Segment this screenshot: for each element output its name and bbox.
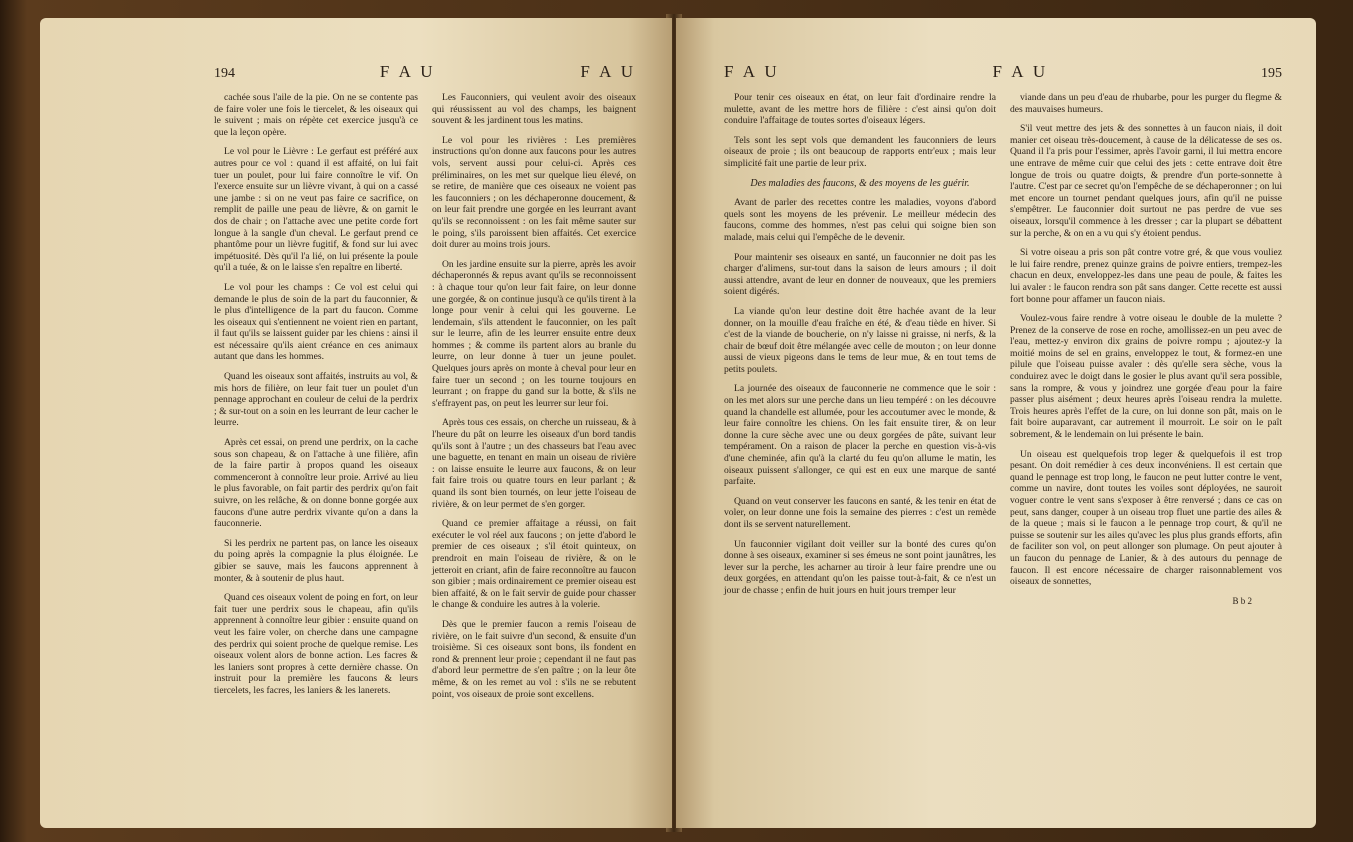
left-column-2 [432, 92, 636, 708]
paragraph: Avant de parler des recettes contre les maladies, voyons d'abord quels sont les moyens de les prévenir. Le meilleur médecin des faucons, comme des hommes, n'est pas celui qui soigne bien son malade, mais celui qui l'empêche de le devenir. [724, 197, 996, 243]
paragraph: Les Fauconniers, qui veulent avoir des oiseaux qui réussissent au vol des champs, les baignent souvent & les jardinent tous les matins. [432, 92, 636, 127]
running-head: F A U [724, 62, 780, 81]
paragraph: Pour maintenir ses oiseaux en santé, un fauconnier ne doit pas les charger d'alimens, sur-tout dans la saison de leurs amours ; il doit aussi attendre, avant de leur en donner de nouveaux, que les premiers soient digérés. [724, 251, 996, 298]
paragraph: Le vol pour le Lièvre : Le gerfaut est préféré aux autres pour ce vol : quand il est affaité, on lui fait tuer un poulet, pour lui faire connoître le vif. On l'exerce ensuite sur un lièvre vivant, à qui on a cassé une jambe : si on ne veut pas faire ce sacrifice, on remplit de paille une peau de lièvre, & on garnit le dos de chair ; on l'attache avec une petite corde fort longue à la sangle d'un cheval. Le gerfaut prend ce phantôme pour un lièvre fugitif, & fond sur lui avec impétuosité. Dès qu'il l'a lié, on lui présente la poule qu'il a tuée, & on le laisse s'en repaître en liberté. [214, 146, 418, 274]
paragraph: Dès que le premier faucon a remis l'oiseau de rivière, on le fait suivre d'un second, & ensuite d'un troisième. Si ces oiseaux sont bons, ils fondent en rond & prennent leur proie ; cependant il ne faut pas d'abord leur permettre de s'en paître ; on la leur ôte même, & on les remet au vol : s'ils ne se rebutent point, vos oiseaux de proie sont excellens. [432, 618, 636, 700]
paragraph: Voulez-vous faire rendre à votre oiseau le double de la mulette ? Prenez de la conserve de rose en roche, amollissez-en un peu avec de l'eau, mettez-y environ dix grains de poivre rompu ; ajoutez-y la moitié moins de sel en grains, enveloppez le tout, & formez-en une pilule que l'oiseau puisse avaler : dès qu'elle sera sèche, vous la conduirez avec le doigt dans le gosier le plus avant qu'il sera possible, sans la rompre, & vous y joindrez une gorgée d'eau pour la faire passer plus aisément ; deux heures après l'oiseau rendra la mulette. Trois heures après l'effet de la cure, on lui donne son pât, mais on le fait boire auparavant, car autrement il mourroit. Le soir on le paît sobrement, & le lendemain on lui présente le bain. [1010, 313, 1282, 441]
paragraph: On les jardine ensuite sur la pierre, après les avoir déchaperonnés & repus avant qu'ils se reconnoissent : à chaque tour qu'on leur fait faire, on leur donne une gorgée, & on continue jusqu'à ce qu'ils tirent à la longe pour venir à celui qui les gouverne. Le lendemain, s'ils attendent le fauconnier, on les paît sur le leurre, afin de les leurrer ensuite entre deux hommes ; & comme ils partent alors au branle du leurre, on leur donne à tuer un jeune poulet. Quelques jours après on monte à cheval pour leur en faire tuer un second ; on les tourne toujours en leurrant ; on frappe du gand sur la botte, & s'ils ne s'effrayent pas, on peut les leurrer sur leur foi. [432, 258, 636, 409]
paragraph: Après cet essai, on prend une perdrix, on la cache sous son chapeau, & on l'attache à une filière, afin de la faire partir à propos quand les oiseaux commenceront à connoître leur proie. Arrivé au lieu le plus favorable, on fait partir des perdrix qu'on fait suivre, on les relâche, & on donne bonne gorgée aux faucons d'une autre perdrix vivante qu'on a dans la fauconnerie. [214, 437, 418, 530]
left-column-1 [214, 92, 418, 708]
signature-mark: B b 2 [1232, 595, 1252, 606]
right-column-1 [724, 92, 996, 607]
paragraph: S'il veut mettre des jets & des sonnettes à un faucon niais, il doit manier cet oiseau très-doucement, à cause de la délicatesse de ses os. Quand il l'a pris pour l'essimer, après l'avoir garni, il lui mettra encore une entrave de même cuir que celui des jets : cette entrave doit être longue de trois ou quatre doigts, & prendre d'un porte-sonnette à l'autre. C'est par ce secret qu'on l'empêche de se déchaperonner ; on lui met encore un tournet pendant quelques jours, afin qu'il ne puisse s'empêtrer. Le fauconnier doit surtout ne pas perdre de vue ses oiseaux, lorsqu'il commence à les dresser ; car la plupart se débattent sur la perche, & on en a vu qui s'y étoient pendus. [1010, 123, 1282, 239]
paragraph: Quand les oiseaux sont affaités, instruits au vol, & mis hors de filière, on leur fait tuer un poulet d'un pennage approchant en couleur de celui de la perdrix ; & sur-tout on a soin en les leurrant de leur cacher le leurre. [214, 371, 418, 429]
paragraph: Le vol pour les rivières : Les premières instructions qu'on donne aux faucons pour les autres vols, servent aussi pour celui-ci. Après ces préliminaires, on les met sur quelque lieu élevé, on se retire, de manière que ces oiseaux ne voient pas les fauconniers ; on les déchaperonne doucement, & on leur fait prendre une gorgée en les leurrant avant qu'ils se reconnoissent : on les fait même sauter sur le poing, s'ils paroissent bien affaités. Cet exercice doit durer au moins trois jours. [432, 134, 636, 251]
paragraph: Un oiseau est quelquefois trop leger & quelquefois il est trop pesant. On doit remédier à ces deux inconvéniens. Il est certain que quand le pennage est trop long, le faucon ne peut lutter contre le vent, comme un navire, dont toutes les voiles sont déployées, ne sauroit voguer contre le vent sans s'exposer à être renversé ; dans ce cas on peut, sans danger, couper à un oiseau trop fluet une partie des ailes & de la queue ; mais si le faucon a le pennage trop court, & qu'il ne puisse se soutenir sur les ailes qu'avec les plus plus grands efforts, afin de faciliter son vol, on peut allonger son plumage. On peut ajouter à un faucon du pennage de Lanier, & à des autours du pennage de faucon. Il est encore nécessaire de charger raisonnablement vos oiseaux de sonnettes, [1010, 448, 1282, 588]
running-head: F A U [379, 62, 436, 81]
paragraph: Quand on veut conserver les faucons en santé, & les tenir en état de voler, on leur donne une fois la semaine des pierres : c'est un remède dont ils se servent naturellement. [724, 495, 996, 530]
right-page [676, 18, 1316, 828]
running-head: F A U [992, 62, 1049, 81]
paragraph: Quand ces oiseaux volent de poing en fort, on leur fait tuer une perdrix sous le chapeau, afin qu'ils apprennent à connoître leur gibier : ensuite quand on veut les faire voler, on cherche dans une campagne des perdrix qui soient proche de quelque remise. Les oiseaux volent alors de bonne action. Les facres & les laniers sont propres à cette dernière chasse. On instruit pour la première les faucons & leurs tiercelets, les facres, les laniers & les lanerets. [214, 592, 418, 696]
right-page-header [724, 62, 1282, 82]
paragraph: Quand ce premier affaitage a réussi, on fait exécuter le vol réel aux faucons ; on jette d'abord le premier de ces oiseaux ; s'il étoit quinteux, on prendroit en main l'oiseau de rivière, & on le jetteroit en criant, afin de faire reconnoître au faucon son gibier ; mais ordinairement ce premier oiseau est bien affaité, & on le fait servir de guide pour chasser le change & conduire les autres à la volerie. [432, 518, 636, 611]
paragraph: Un fauconnier vigilant doit veiller sur la bonté des cures qu'on donne à ses oiseaux, examiner si ses émeus ne sont point jaunâtres, les lever sur la perche, les acharner au tiroir à leur faire prendre une ou deux gorgées, en attendant qu'on les paisse tout-à-fait, & ce n'est un jour de chasse ; enfin de huit jours en huit jours tremper leur [724, 538, 996, 596]
paragraph: Le vol pour les champs : Ce vol est celui qui demande le plus de soin de la part du fauconnier, & le plus d'intelligence de la part du faucon. Comme les oiseaux qui s'entiennent ne voient rien en partant, il faut qu'ils se laissent guider par les chiens : ainsi il est nécessaire qu'ils aient créance en ces animaux autant que dans les hommes. [214, 281, 418, 363]
paragraph: Si les perdrix ne partent pas, on lance les oiseaux du poing après la compagnie la plus éloignée. Le gibier se sauve, mais les faucons apprennent à monter, & à soutenir de plus haut. [214, 537, 418, 584]
section-title: Des maladies des faucons, & des moyens de les guérir. [750, 177, 970, 189]
running-head: F A U [580, 62, 636, 81]
left-page-header [214, 62, 636, 82]
paragraph: Si votre oiseau a pris son pât contre votre gré, & que vous vouliez le lui faire rendre, prenez quinze grains de poivre entiers, trempez-les chacun en deux, enveloppez-les dans une peau de poule, & faites les lui avaler : le faucon rendra son pât sans danger. Cette recette est aussi fort bonne pour affamer un faucon niais. [1010, 247, 1282, 305]
paragraph: La viande qu'on leur destine doit être hachée avant de la leur donner, on la mouille d'eau fraîche en été, & d'eau tiède en hiver. Si c'est de la viande de boucherie, on n'y laisse ni graisse, ni nerfs, & la chair de bœuf doit être mélangée avec celle de mouton ; on leur donne aussi de vieux pigeons dans le tems de leur mue, & en tout tems de petits poulets. [724, 305, 996, 375]
paragraph: Pour tenir ces oiseaux en état, on leur fait d'ordinaire rendre la mulette, avant de les mettre hors de filière : c'est ainsi qu'on doit conduire l'affaitage de toutes sortes d'oiseaux légers. [724, 92, 996, 127]
paragraph: Après tous ces essais, on cherche un ruisseau, & à l'heure du pât on leurre les oiseaux d'un bord tandis qu'ils sont à l'autre ; un des chasseurs bat l'eau avec une baguette, en tenant en main un oiseau de rivière : on laisse ensuite le leurre aux faucons, & on leur fait faire trois ou quatre tours en leur parlant ; & quand ils sont bien tournés, on leur jette l'oiseau de rivière, & on leur permet de s'en gorger. [432, 417, 636, 510]
paragraph: Tels sont les sept vols que demandent les fauconniers de leurs oiseaux de proie ; ils ont beaucoup de rapports entr'eux ; mais leur simplicité fait une partie de leur prix. [724, 134, 996, 169]
page-number: 195 [1261, 66, 1282, 81]
page-number: 194 [214, 66, 235, 81]
paragraph: cachée sous l'aile de la pie. On ne se contente pas de faire voler une fois le tiercelet, & les oiseaux qui le suivent ; mais on répète cet exercice jusqu'à ce que la leçon opère. [214, 92, 418, 138]
left-page [40, 18, 672, 828]
paragraph: viande dans un peu d'eau de rhubarbe, pour les purger du flegme & des mauvaises humeurs. [1010, 92, 1282, 115]
right-column-2 [1010, 92, 1282, 607]
paragraph: La journée des oiseaux de fauconnerie ne commence que le soir : on les met alors sur une perche dans un lieu tempéré : on les découvre quand la chandelle est allumée, pour les accoutumer avec le monde, & leur faire connoître les chiens. On les fait ensuite tirer, & on leur donne la cure sèche avec une ou deux gorgées de pâte, suivant leur tempérament. On a raison de placer la perche en question vis-à-vis d'une cheminée, afin qu'à la clarté du feu qu'on allume le matin, les oiseaux puissent s'allonger, ce qui est en eux une marque de santé parfaite. [724, 383, 996, 488]
